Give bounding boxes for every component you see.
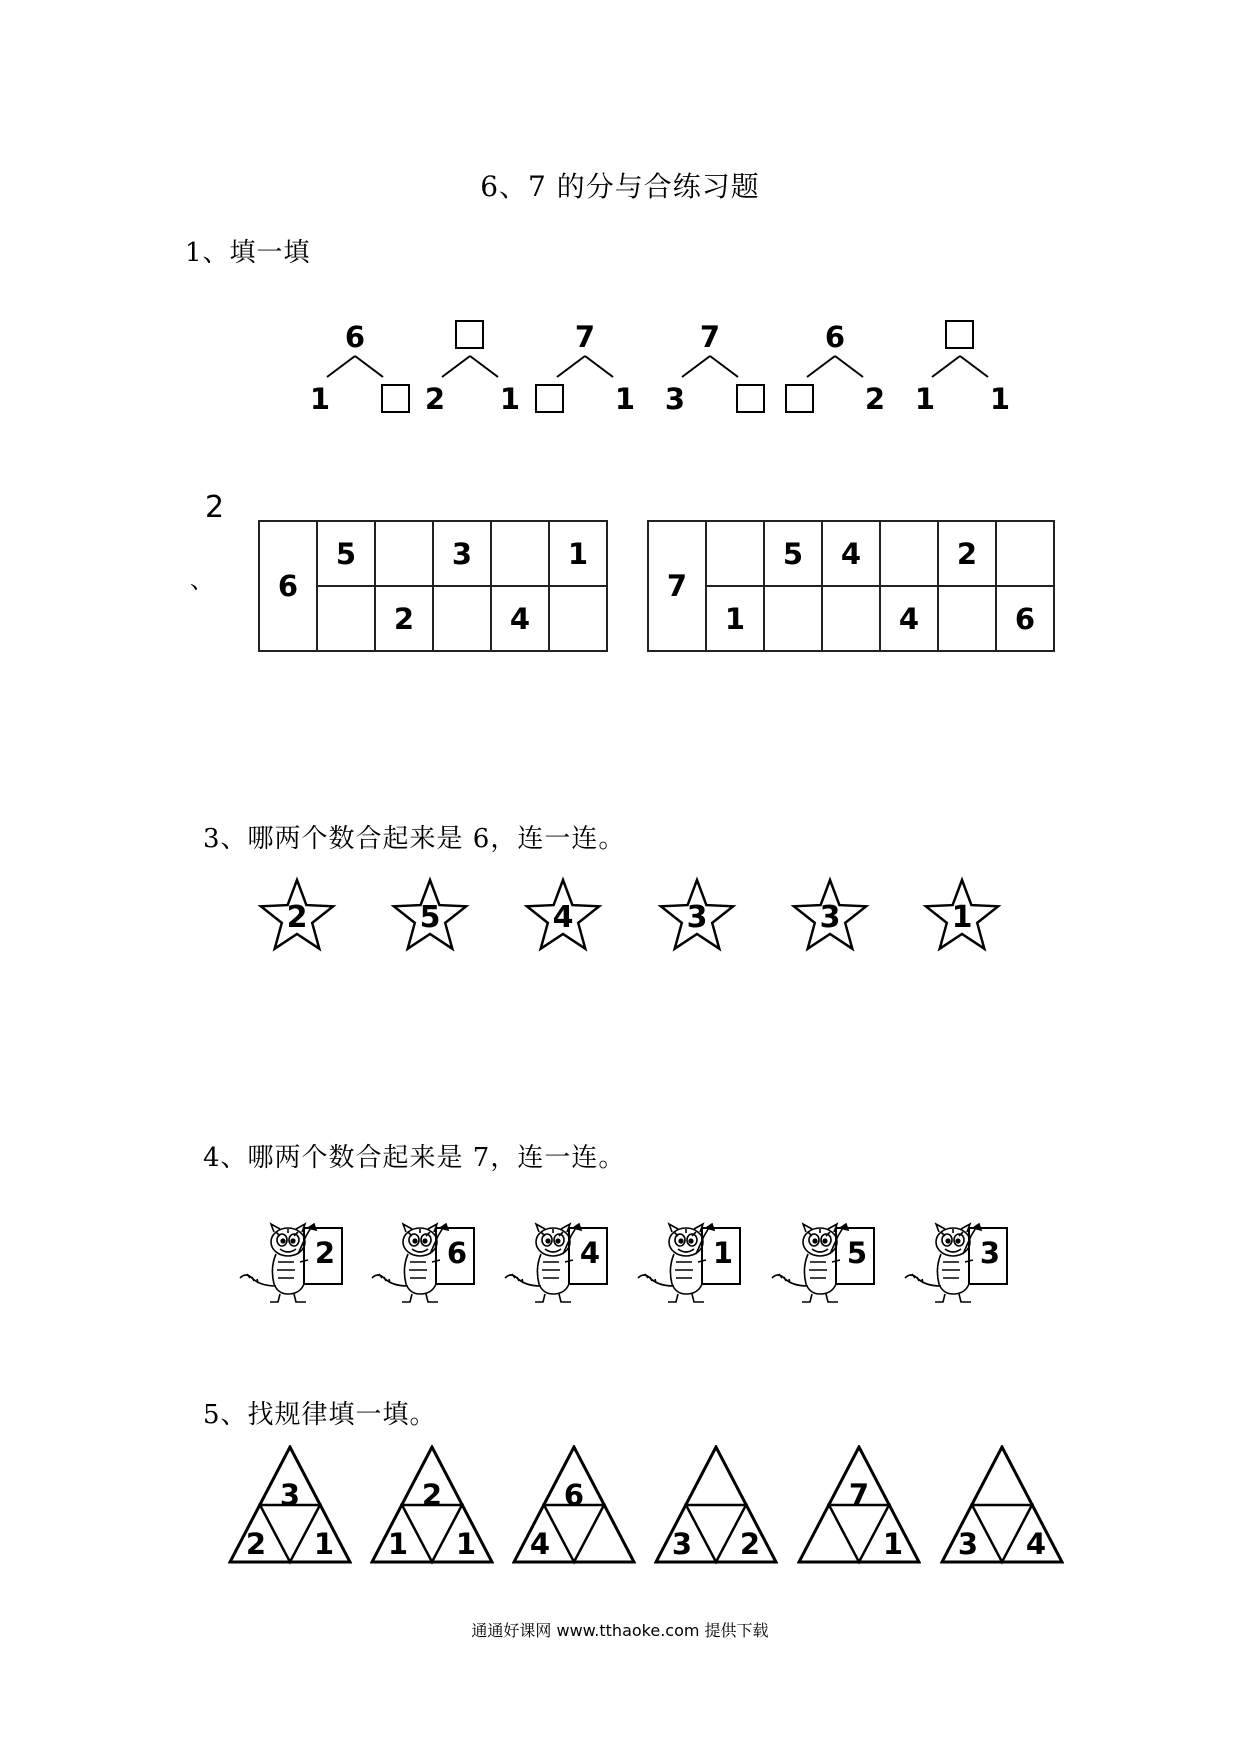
bond-left: 1 [914, 382, 936, 416]
triangle-left-number: 3 [957, 1527, 979, 1561]
question-5-label: 5、找规律填一填。 [203, 1400, 437, 1430]
star-number: 5 [419, 900, 441, 935]
cat-card[interactable] [636, 1220, 756, 1310]
table-cell: 2 [938, 521, 996, 586]
number-bond [660, 320, 800, 420]
blank-box-total[interactable] [945, 320, 974, 349]
number-triangle [797, 1445, 921, 1561]
bond-left: 3 [664, 382, 686, 416]
bond-left: 2 [424, 382, 446, 416]
triangle-left-number: 4 [529, 1527, 551, 1561]
table-cell[interactable] [764, 586, 822, 651]
question-4-label: 4、哪两个数合起来是 7，连一连。 [203, 1143, 626, 1173]
triangle-right-number: 1 [455, 1527, 477, 1561]
star-number: 4 [552, 900, 574, 935]
star-item[interactable] [922, 876, 1002, 954]
question-2-number: 2 [205, 490, 225, 525]
bond-right: 2 [864, 382, 886, 416]
star-number: 3 [686, 900, 708, 935]
card-number: 6 [446, 1236, 468, 1270]
number-triangle [228, 1445, 352, 1561]
table-cell[interactable] [491, 521, 549, 586]
table-cell: 1 [706, 586, 764, 651]
table-cell[interactable] [938, 586, 996, 651]
table-total: 6 [259, 521, 317, 651]
number-bond [910, 320, 1050, 420]
table-cell[interactable] [706, 521, 764, 586]
bond-left: 1 [309, 382, 331, 416]
number-triangle [654, 1445, 778, 1561]
triangle-left-number: 1 [387, 1527, 409, 1561]
table-cell[interactable] [375, 521, 433, 586]
table-cell: 4 [880, 586, 938, 651]
blank-box-left[interactable] [785, 384, 814, 413]
triangle-left-number: 2 [245, 1527, 267, 1561]
bond-total: 7 [574, 320, 596, 354]
cat-card[interactable] [903, 1220, 1023, 1310]
blank-box-total[interactable] [455, 320, 484, 349]
bond-right: 1 [499, 382, 521, 416]
star-number: 1 [951, 900, 973, 935]
star-item[interactable] [390, 876, 470, 954]
question-2-mark: 、 [190, 566, 214, 594]
triangle-top-number: 6 [563, 1478, 585, 1512]
triangle-top-number: 2 [421, 1478, 443, 1512]
triangle-right-number: 1 [313, 1527, 335, 1561]
question-1-label: 1、填一填 [185, 238, 311, 268]
star-item[interactable] [657, 876, 737, 954]
number-triangle [940, 1445, 1064, 1561]
table-cell[interactable] [880, 521, 938, 586]
table-cell[interactable] [317, 586, 375, 651]
table-cell: 1 [549, 521, 607, 586]
star-number: 2 [286, 900, 308, 935]
table-cell[interactable] [433, 586, 491, 651]
triangle-right-number: 1 [882, 1527, 904, 1561]
card-number: 2 [314, 1236, 336, 1270]
composition-table [647, 520, 1055, 652]
footer-credit: 通通好课网 www.tthaoke.com 提供下载 [471, 1621, 769, 1640]
cat-card[interactable] [370, 1220, 490, 1310]
bond-total: 6 [824, 320, 846, 354]
number-bond [785, 320, 925, 420]
bond-total: 6 [344, 320, 366, 354]
bond-right: 1 [614, 382, 636, 416]
table-total: 7 [648, 521, 706, 651]
star-item[interactable] [523, 876, 603, 954]
cat-card[interactable] [503, 1220, 623, 1310]
bond-total: 7 [699, 320, 721, 354]
card-number: 1 [712, 1236, 734, 1270]
composition-table [258, 520, 608, 652]
table-cell: 3 [433, 521, 491, 586]
blank-box-right[interactable] [381, 384, 410, 413]
blank-box-right[interactable] [736, 384, 765, 413]
table-cell: 5 [317, 521, 375, 586]
card-number: 5 [846, 1236, 868, 1270]
triangle-left-number: 3 [671, 1527, 693, 1561]
page-title: 6、7 的分与合练习题 [480, 170, 760, 203]
table-cell: 5 [764, 521, 822, 586]
table-cell[interactable] [996, 521, 1054, 586]
number-triangle [370, 1445, 494, 1561]
star-number: 3 [819, 900, 841, 935]
triangle-top-number: 3 [279, 1478, 301, 1512]
triangle-right-number: 4 [1025, 1527, 1047, 1561]
card-number: 3 [979, 1236, 1001, 1270]
cat-card[interactable] [238, 1220, 358, 1310]
blank-box-left[interactable] [535, 384, 564, 413]
cat-card[interactable] [770, 1220, 890, 1310]
question-3-label: 3、哪两个数合起来是 6，连一连。 [203, 824, 626, 854]
table-cell: 4 [822, 521, 880, 586]
star-item[interactable] [257, 876, 337, 954]
table-cell: 6 [996, 586, 1054, 651]
triangle-right-number: 2 [739, 1527, 761, 1561]
table-cell: 2 [375, 586, 433, 651]
number-bond [535, 320, 675, 420]
table-cell[interactable] [549, 586, 607, 651]
card-number: 4 [579, 1236, 601, 1270]
triangle-top-number: 7 [848, 1478, 870, 1512]
table-cell: 4 [491, 586, 549, 651]
bond-right: 1 [989, 382, 1011, 416]
star-item[interactable] [790, 876, 870, 954]
number-triangle [512, 1445, 636, 1561]
table-cell[interactable] [822, 586, 880, 651]
